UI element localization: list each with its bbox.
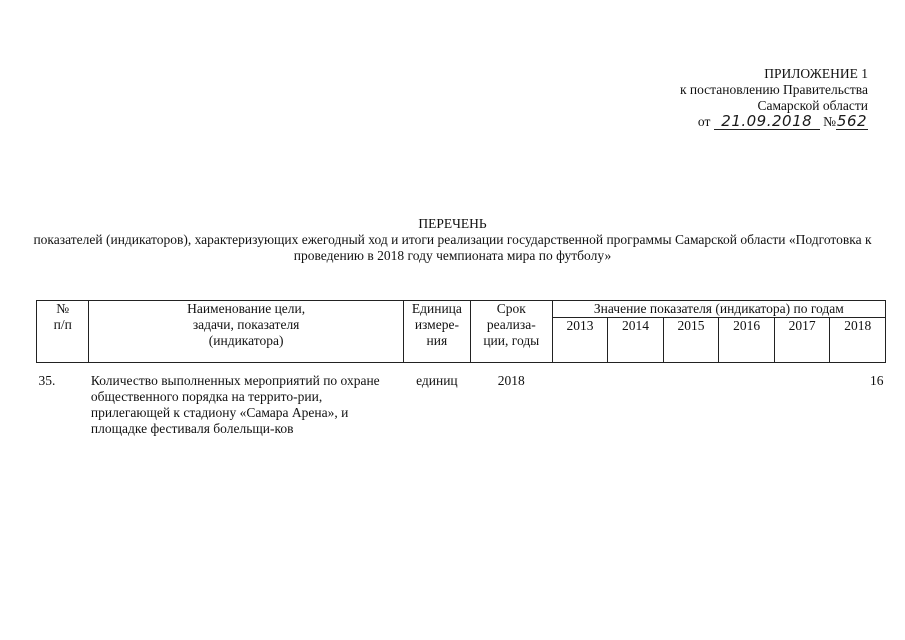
header-term	[470, 301, 552, 363]
header-unit-line1: Единица	[411, 301, 462, 316]
table-row	[37, 373, 886, 437]
appendix-title: ПРИЛОЖЕНИЕ 1	[764, 66, 868, 81]
header-unit-line2: измере-	[414, 317, 459, 332]
header-term-line3: ции, годы	[483, 333, 540, 348]
date-field	[714, 114, 820, 130]
header-unit-line3: ния	[426, 333, 448, 348]
number-value: 562	[836, 112, 868, 130]
row-value-2018: 16	[870, 373, 884, 388]
number-prefix: №	[823, 114, 836, 129]
header-year-2014: 2014	[608, 318, 664, 363]
appendix-region-line: Самарской области	[757, 98, 868, 113]
header-year-2016: 2016	[719, 318, 775, 363]
header-unit	[403, 301, 470, 363]
document-title: ПЕРЕЧЕНЬ	[418, 216, 487, 231]
header-year-2018: 2018	[830, 318, 886, 363]
indicators-table	[36, 300, 886, 437]
row-num: 35.	[38, 373, 56, 388]
row-name: Количество выполненных мероприятий по охране общественного порядка на террито-рии, прилегающей к стадиону «Самара Арена», и площадке фестиваля болельщи-ков	[90, 373, 380, 436]
header-values-group: Значение показателя (индикатора) по годам	[552, 301, 885, 318]
appendix-decree-line: к постановлению Правительства	[679, 82, 868, 97]
header-name	[89, 301, 403, 363]
row-term: 2018	[497, 373, 525, 388]
row-value-2014	[608, 373, 664, 437]
document-heading	[0, 216, 905, 264]
header-num-line2: п/п	[53, 317, 72, 332]
header-num	[37, 301, 89, 363]
appendix-date-number-line	[680, 114, 868, 130]
header-num-line1: №	[56, 301, 70, 316]
header-year-2015: 2015	[663, 318, 719, 363]
header-name-line3: (индикатора)	[208, 333, 284, 348]
row-value-2017	[774, 373, 830, 437]
number-field	[836, 114, 868, 130]
row-value-2015	[663, 373, 719, 437]
header-name-line1: Наименование цели,	[187, 301, 306, 316]
header-term-line1: Срок	[496, 301, 526, 316]
row-value-2016	[719, 373, 775, 437]
header-year-2017: 2017	[774, 318, 830, 363]
row-unit: единиц	[416, 373, 458, 388]
appendix-block	[680, 66, 868, 130]
date-value: 21.09.2018	[721, 112, 813, 130]
document-subtitle: показателей (индикаторов), характеризующих ежегодный ход и итоги реализации государственной программы Самарской области «Подготовка к проведению в 2018 году чемпионата мира по футболу»	[33, 232, 872, 263]
row-value-2013	[552, 373, 608, 437]
header-year-2013: 2013	[552, 318, 608, 363]
row-spacer	[37, 363, 886, 374]
header-term-line2: реализа-	[486, 317, 536, 332]
date-prefix: от	[697, 114, 711, 129]
header-name-line2: задачи, показателя	[192, 317, 300, 332]
